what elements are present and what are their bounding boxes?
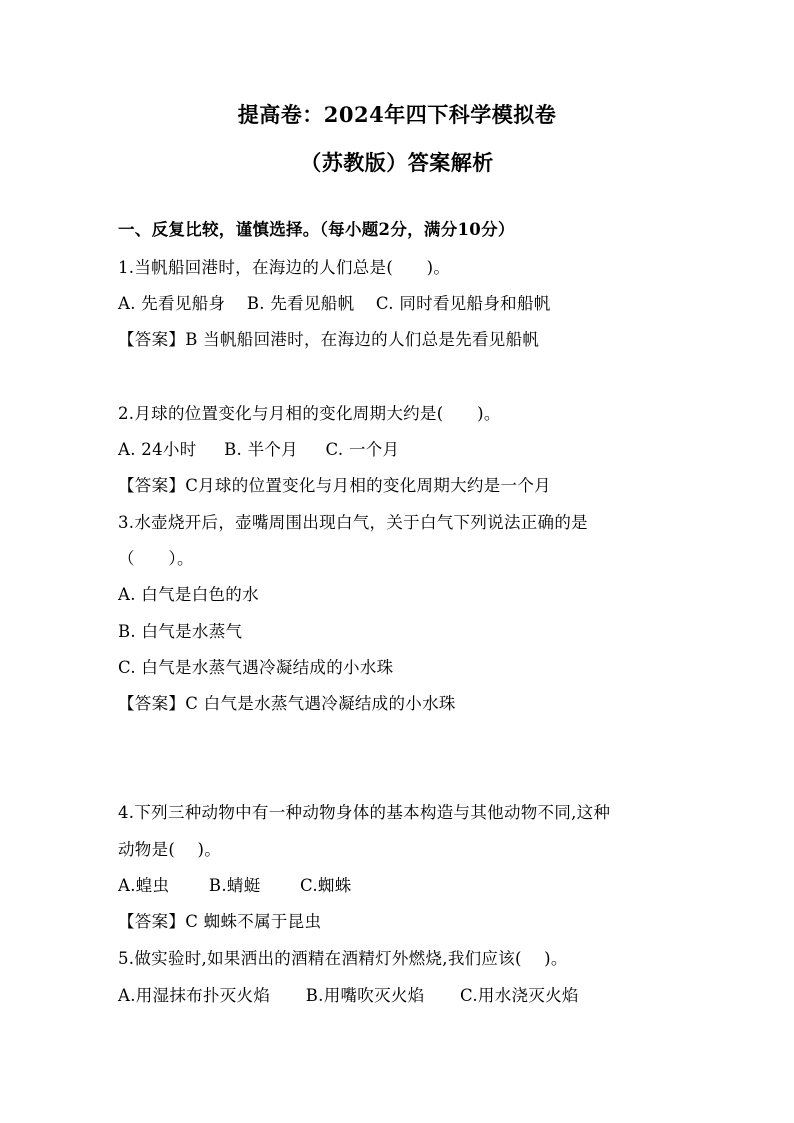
question-5-option-c: C.用水浇灭火焰 <box>460 986 579 1005</box>
question-2-answer: 【答案】C月球的位置变化与月相的变化周期大约是一个月 <box>118 476 551 495</box>
section-heading: 一、反复比较，谨慎选择。（每小题2分，满分10分） <box>118 220 515 239</box>
document-title: 提高卷：2024年四下科学模拟卷 <box>237 102 557 127</box>
question-4-option-a: A.蝗虫 <box>118 876 170 895</box>
question-1-option-b: B. 先看见船帆 <box>246 294 355 313</box>
question-5-stem: 5.做实验时,如果洒出的酒精在酒精灯外燃烧,我们应该( )。 <box>118 949 568 968</box>
question-1-answer: 【答案】B 当帆船回港时，在海边的人们总是先看见船帆 <box>118 330 540 349</box>
question-1-stem: 1.当帆船回港时，在海边的人们总是( )。 <box>118 258 451 277</box>
question-4-option-b: B.蜻蜓 <box>208 876 261 895</box>
question-2-option-b: B. 半个月 <box>224 440 298 459</box>
question-4-options <box>118 872 352 896</box>
question-5-option-b: B.用嘴吹灭火焰 <box>305 986 425 1005</box>
question-2-option-a: A. 24小时 <box>118 440 197 459</box>
question-3-stem: 3.水壶烧开后，壶嘴周围出现白气，关于白气下列说法正确的是 <box>118 513 588 532</box>
question-5-options <box>118 982 579 1006</box>
question-5-option-a: A.用湿抹布扑灭火焰 <box>118 986 271 1005</box>
question-4-answer: 【答案】C 蜘蛛不属于昆虫 <box>118 912 322 931</box>
question-1-option-a: A. 先看见船身 <box>118 294 226 313</box>
question-3-stem-cont: （ ）。 <box>118 549 194 568</box>
question-3-option-c: C. 白气是水蒸气遇冷凝结成的小水珠 <box>118 658 394 677</box>
question-1-options <box>118 290 551 314</box>
question-3-option-a: A. 白气是白色的水 <box>118 585 259 604</box>
question-3-answer: 【答案】C 白气是水蒸气遇冷凝结成的小水珠 <box>118 694 456 713</box>
question-2-options <box>118 436 399 460</box>
question-4-option-c: C.蜘蛛 <box>300 876 352 895</box>
question-3-option-b: B. 白气是水蒸气 <box>118 622 243 641</box>
question-2-stem: 2.月球的位置变化与月相的变化周期大约是( )。 <box>118 404 501 423</box>
document-subtitle: （苏教版）答案解析 <box>300 150 494 175</box>
question-4-stem: 4.下列三种动物中有一种动物身体的基本构造与其他动物不同,这种 <box>118 803 611 822</box>
question-1-option-c: C. 同时看见船身和船帆 <box>375 294 551 313</box>
question-4-stem-cont: 动物是( )。 <box>118 840 222 859</box>
question-2-option-c: C. 一个月 <box>325 440 400 459</box>
